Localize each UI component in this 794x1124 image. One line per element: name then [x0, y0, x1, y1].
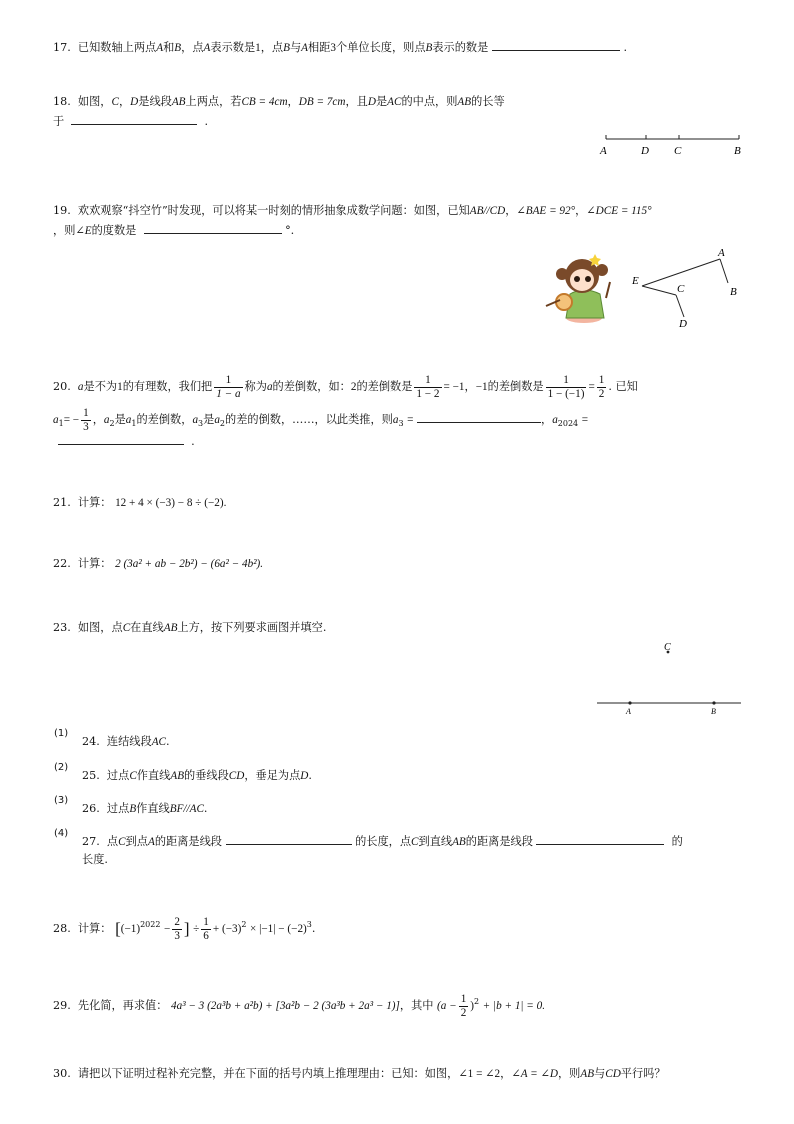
- answer-blank-distance[interactable]: [536, 832, 664, 845]
- question-18-line2: 于 .: [53, 112, 208, 131]
- label-d: D: [641, 145, 649, 157]
- line-ec: [642, 286, 676, 295]
- question-26: 26. 过点B作直线BF//AC.: [82, 802, 208, 815]
- question-30: 30. 请把以下证明过程补充完整，并在下面的括号内填上推理理由：已知：如图，∠1 = ∠2，∠A = ∠D，则AB与CD平行吗？: [53, 1067, 666, 1080]
- sub-number-1: (1): [54, 728, 69, 739]
- sub-number-3: (3): [54, 795, 69, 806]
- fraction: $\frac{1}{1 - a}$: [216, 373, 241, 400]
- fraction: $\frac{1}{1 - (-1)}$: [547, 373, 585, 400]
- answer-blank[interactable]: [71, 112, 197, 125]
- line-cd: [676, 295, 684, 317]
- stick-right: [606, 282, 610, 298]
- cartoon-girl-illustration: [540, 248, 620, 328]
- label-c: C: [664, 642, 671, 653]
- question-27: 27. 点C到点A的距离是线段 的长度，点C到直线AB的距离是线段 的: [82, 832, 683, 851]
- fraction: $\frac{1}{2}$: [460, 992, 467, 1019]
- question-20-line3: .: [58, 432, 195, 451]
- question-27-line2: 长度.: [82, 853, 108, 866]
- diabolo-icon: [556, 294, 572, 310]
- answer-blank-ca[interactable]: [226, 832, 352, 845]
- label-e: E: [632, 275, 639, 287]
- label-a: A: [626, 707, 631, 716]
- angle-diagram-19: [628, 245, 740, 330]
- question-22: 22. 计算： 2 (3a² + ab − 2b²) − (6a² − 4b²).: [53, 557, 264, 570]
- question-21: 21. 计算： 12 + 4 × (−3) − 8 ÷ (−2).: [53, 496, 227, 509]
- answer-blank-a2024[interactable]: [58, 432, 184, 445]
- line-diagram-23: [590, 640, 746, 720]
- question-20: 20. a是不为1的有理数，我们把 $\frac{1}{1 - a}$ 称为a的差倒数，如：2的差倒数是 $\frac{1}{1 - 2}$ = −1，−1的差倒数是 $\frac{1}{1 - (-1)}$ = $\frac{1}{2}$ . 已知: [53, 373, 638, 400]
- sub-number-2: (2): [54, 762, 69, 773]
- question-28: 28. 计算： [$(-1)^{2022}$ − $\frac{2}{3}$ ] ÷ $\frac{1}{6}$ + $(-3)^2 \times |-1| - (-2)^3$.: [53, 915, 316, 942]
- label-c: C: [677, 283, 685, 295]
- sub-number-4: (4): [54, 828, 69, 839]
- label-a: A: [718, 247, 725, 259]
- fraction: $\frac{1}{6}$: [203, 915, 209, 942]
- question-23: 23. 如图，点C在直线AB上方，按下列要求画图并填空.: [53, 621, 327, 634]
- girl-pigtail-right: [596, 264, 608, 276]
- question-29: 29. 先化简，再求值： 4a³ − 3 (2a³b + a²b) + [3a²b − 2 (3a³b + 2a³ − 1)]，其中 (a − $\frac{1}{2}$ )$^2$ + |b + 1| = 0.: [53, 992, 546, 1019]
- question-19-line2: ，则∠E的度数是 °.: [53, 221, 294, 240]
- label-d: D: [679, 318, 687, 330]
- label-a: A: [600, 145, 607, 157]
- fraction: $\frac{1}{3}$: [83, 406, 89, 433]
- label-b: B: [730, 286, 737, 298]
- answer-blank[interactable]: [492, 38, 620, 51]
- question-17: 17. 已知数轴上两点A和B，点A表示数是1，点B与A相距3个单位长度，则点B表示的数是 .: [53, 38, 627, 57]
- fraction: $\frac{1}{1 - 2}$: [416, 373, 440, 400]
- answer-blank-a3[interactable]: [417, 410, 541, 423]
- question-25: 25. 过点C作直线AB的垂线段CD，垂足为点D.: [82, 769, 312, 782]
- question-24: 24. 连结线段AC.: [82, 735, 170, 748]
- label-b: B: [734, 145, 741, 157]
- girl-pigtail-left: [556, 268, 568, 280]
- girl-eye-right: [585, 276, 591, 282]
- line-ea: [642, 259, 720, 286]
- point-b: [712, 701, 715, 704]
- segment-diagram-18: [596, 130, 748, 160]
- label-c: C: [674, 145, 682, 157]
- fraction: $\frac{2}{3}$: [174, 915, 180, 942]
- question-18: 18. 如图，C，D是线段AB上两点，若CB = 4cm，DB = 7cm，且D是AC的中点，则AB的长等: [53, 95, 505, 108]
- girl-eye-left: [574, 276, 580, 282]
- point-a: [628, 701, 631, 704]
- line-ab: [720, 259, 728, 283]
- label-b: B: [711, 707, 716, 716]
- fraction: $\frac{1}{2}$: [598, 373, 605, 400]
- question-19: 19. 欢欢观察“抖空竹”时发现，可以将某一时刻的情形抽象成数学问题：如图，已知AB//CD，∠BAE = 92°，∠DCE = 115°: [53, 204, 652, 217]
- answer-blank[interactable]: [144, 221, 282, 234]
- question-20-line2: $a_1=$ − $\frac{1}{3}$ ，$a_2$是$a_1$的差倒数，$a_3$是$a_2$的差的倒数，……，以此类推，则$a_3$ = ，$a_{2024}$ =: [53, 406, 589, 433]
